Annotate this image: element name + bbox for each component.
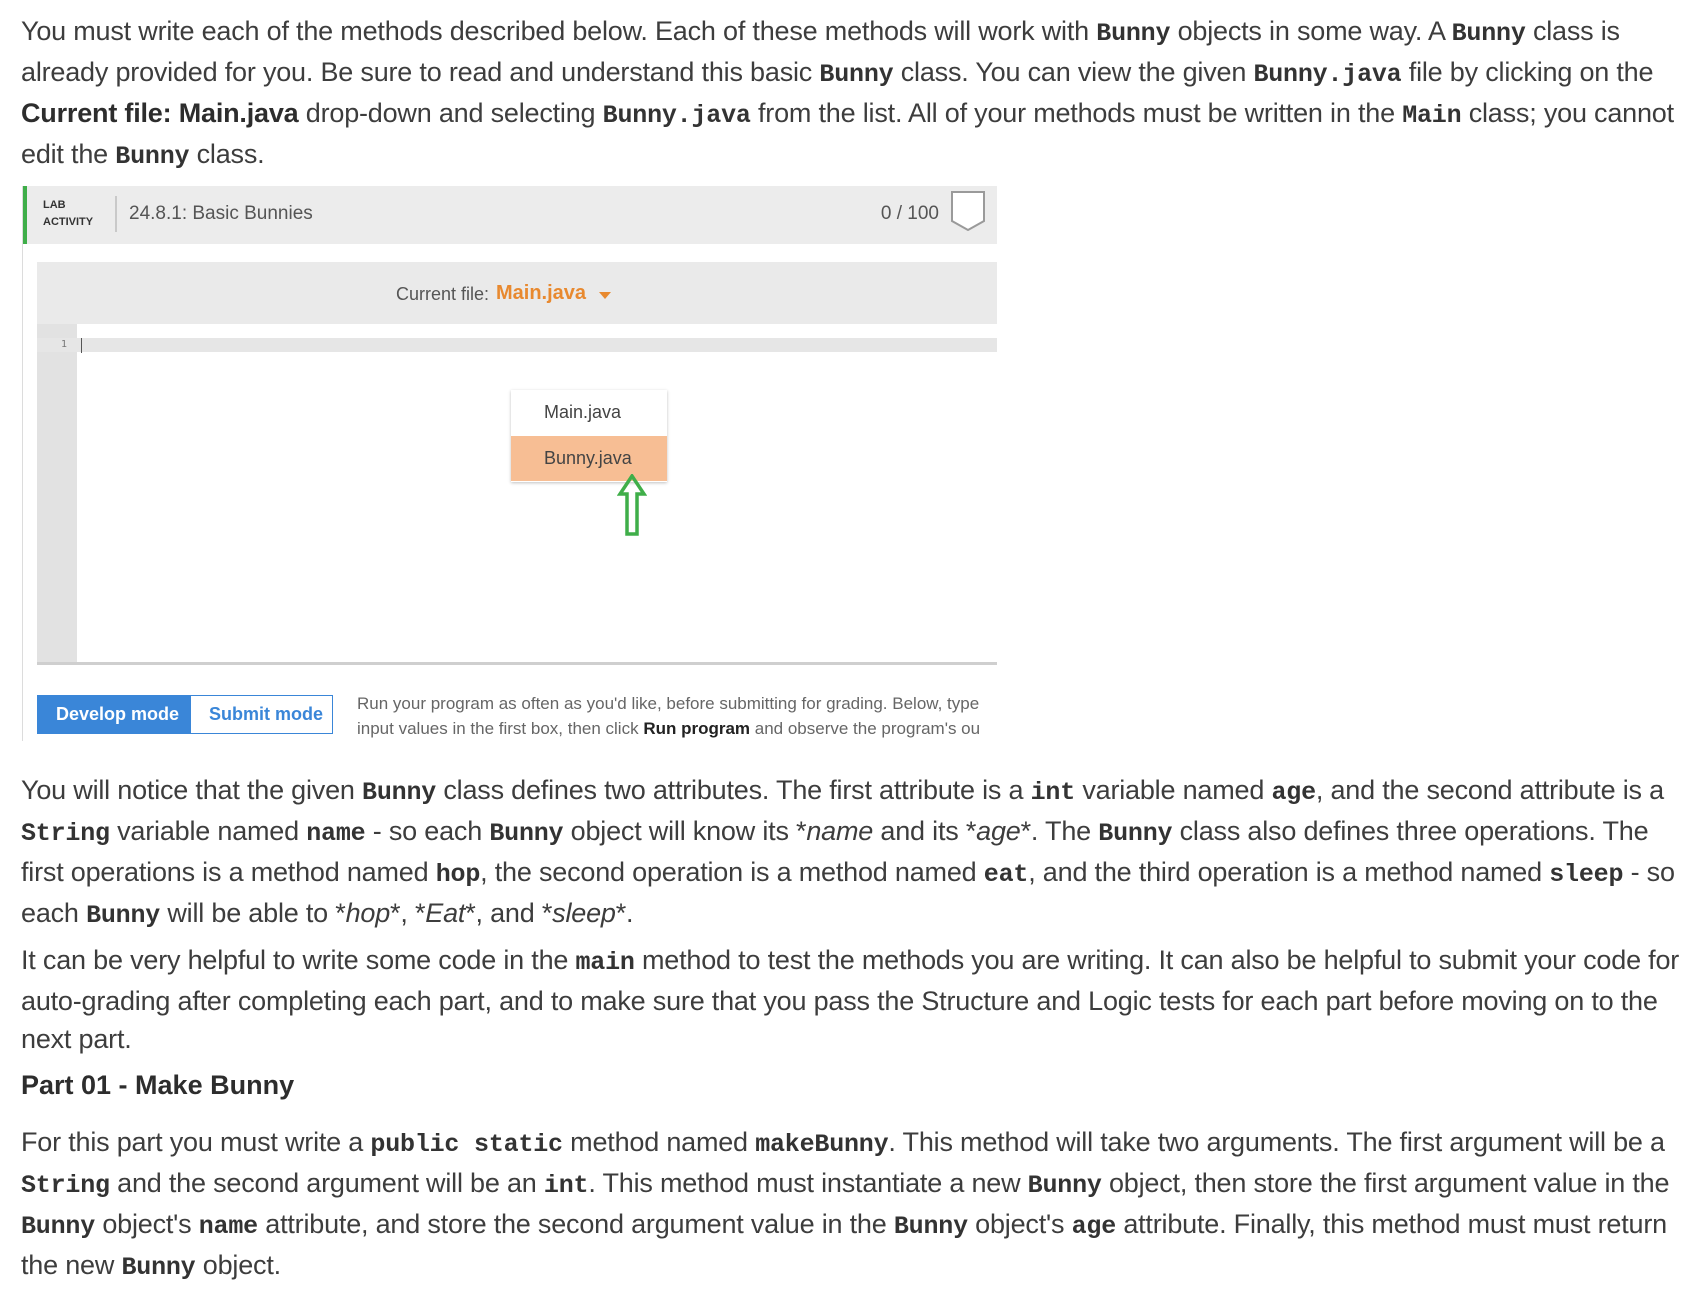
lab-activity-tag: LAB ACTIVITY xyxy=(43,199,94,228)
mode-toggle xyxy=(37,695,333,734)
line-gutter xyxy=(37,324,77,662)
part-01-heading: Part 01 - Make Bunny xyxy=(21,1070,295,1100)
up-arrow-icon xyxy=(617,474,647,536)
file-dropdown-menu xyxy=(511,390,667,482)
active-line xyxy=(37,338,997,352)
attributes-paragraph: You will notice that the given Bunny class defines two attributes. The first attribute is a int variable named age, and the second attribute is a String variable named name - so each Bunny object will know its *name and its *age*. The Bunny class also defines three operations. The first operations is a method named hop, the second operation is a method named eat, and the third operation is a method named sleep - so each Bunny will be able to *hop*, *Eat*, and *sleep*. xyxy=(21,775,1675,930)
line-number: 1 xyxy=(61,339,68,350)
intro-paragraph: You must write each of the methods described below. Each of these methods will work with Bunny objects in some way. A Bunny class is already provided for you. Be sure to read and understand this basic Bunny class. You can view the given Bunny.java file by clicking on the Current file: Main.java drop-down and selecting Bunny.java from the list. All of your methods must be written in the Main class; you cannot edit the Bunny class. xyxy=(21,16,1674,171)
lab-title: 24.8.1: Basic Bunnies xyxy=(129,203,313,224)
dropdown-option-main-java[interactable]: Main.java xyxy=(544,402,622,422)
editor-bottom-border xyxy=(37,662,997,665)
lab-header xyxy=(23,186,997,244)
develop-mode-button[interactable]: Develop mode xyxy=(38,696,191,733)
lab-activity-screenshot xyxy=(22,186,997,741)
testing-paragraph: It can be very helpful to write some code in the main method to test the methods you are writing. It can also be helpful to submit your code for auto-grading after completing each part, and to make sure that you pass the Structure and Logic tests for each part before moving on to the next part. xyxy=(21,945,1680,1054)
text-cursor xyxy=(81,338,82,353)
lab-score: 0 / 100 xyxy=(880,203,939,224)
code-editor[interactable] xyxy=(37,262,997,662)
file-selector-bar xyxy=(37,262,997,324)
current-file-label: Current file: xyxy=(396,284,490,304)
code-area[interactable] xyxy=(77,324,997,662)
header-divider xyxy=(115,196,117,232)
score-badge-icon xyxy=(951,191,985,231)
part-01-paragraph: For this part you must write a public static method named makeBunny. This method will take two arguments. The first argument will be a String and the second argument will be an int. This method must instantiate a new Bunny object, then store the first argument value in the Bunny object's name attribute, and store the second argument value in the Bunny object's age attribute. Finally, this method must must return the new Bunny object. xyxy=(21,1127,1670,1282)
chevron-down-icon[interactable] xyxy=(599,292,611,299)
dropdown-option-bunny-java[interactable]: Bunny.java xyxy=(511,436,667,481)
current-file-dropdown[interactable]: Main.java xyxy=(496,282,587,304)
run-instructions: Run your program as often as you'd like, before submitting for grading. Below, type input values in the first box, then click Run program and observe the program's ou xyxy=(357,694,981,738)
submit-mode-button[interactable]: Submit mode xyxy=(209,704,324,724)
